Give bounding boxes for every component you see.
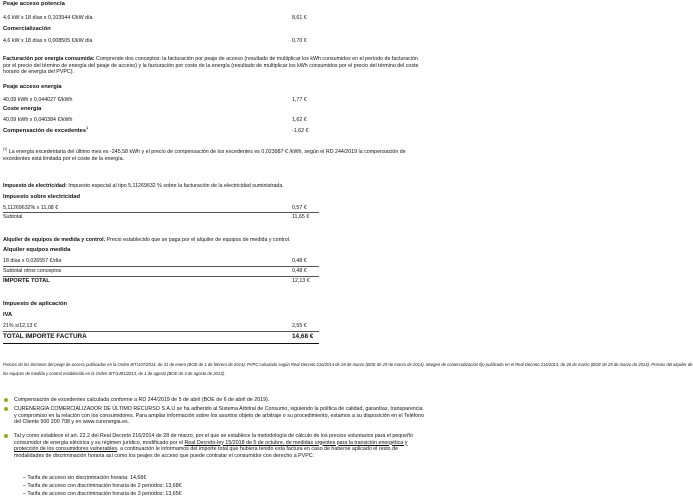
peaje-energia-title: Peaje acceso energía	[3, 84, 62, 90]
energia-note-text: La energía excedentaria del último mes es -245,58 kWh y el precio de compensación de los excedentes es 0,023987 € /kWh, según el RD 244/2019 la compensación de excedentes está limitada por el coste de la energía.	[3, 149, 406, 162]
impuesto-electricidad-intro-bold: Impuesto de electricidad:	[3, 183, 67, 189]
divider	[3, 331, 319, 332]
coste-energia-amount: 1,62 €	[292, 117, 307, 123]
importe-total-amount: 12,13 €	[292, 278, 310, 284]
alquiler-amount: 0,48 €	[292, 258, 307, 264]
divider	[3, 343, 319, 344]
bullet-icon	[4, 434, 8, 438]
compensacion-label: Compensación de excedentes	[3, 128, 87, 134]
compensacion-amount: -1,62 €	[292, 128, 309, 134]
alquiler-line: 18 días x 0,026557 €/día	[3, 258, 62, 264]
energia-note	[3, 149, 425, 162]
energia-note-sup: (1)	[3, 147, 8, 152]
divider	[3, 276, 319, 277]
subtotal-otros-label: Subtotal otros conceptos	[3, 268, 62, 274]
bullet-text	[14, 433, 425, 459]
impuesto-electricidad-intro-text: Impuesto especial al tipo 5,11269632 % sobre la facturación de la electricidad suministrada.	[66, 183, 284, 189]
energia-intro-bold: Facturación por energía consumida:	[3, 56, 95, 62]
bullet-text: CURENERGÍA COMERCIALIZADOR DE ÚLTIMO RECURSO S.A.U se ha adherido al Sistema Arbitral de Consumo, siguiendo la política de calidad, garantías, transparencia y compromiso en la relación con los consumidores. Para ampliar información sobre los asuntos objeto de arbitraje o su procedimiento, estamos a su disposición en el Teléfono del Cliente 900 200 708 y en www.curenergia.es.	[14, 406, 425, 425]
subtotal-label: Subtotal	[3, 214, 23, 220]
total-importe-label: TOTAL IMPORTE FACTURA	[3, 333, 87, 340]
impuesto-aplicacion-title: Impuesto de aplicación	[3, 301, 68, 307]
compensacion-sup: 1	[86, 126, 89, 131]
energia-intro-text: Comprende dos conceptos: la facturación por peaje de acceso (resultado de multiplicar los kWh consumidos en el período de facturación por el precio del término de energía del peaje de acceso) y la facturación por coste de la energía (resultado de multiplicar los kWh consumidos por el precio del término del coste horario de energía del PVPC).	[3, 56, 419, 75]
bullet-text: Compensación de excedentes calculada conforme a RD 244/2019 de 5 de abril (BOE de 6 de abril de 2019).	[14, 397, 270, 403]
iva-amount: 2,55 €	[292, 323, 307, 329]
importe-total-label: IMPORTE TOTAL	[3, 278, 50, 284]
impuesto-electricidad-line: 5,11269632% x 11,08 €	[3, 205, 59, 211]
tarifa-3-periodos: – Tarifa de acceso con discriminación horaria de 3 periodos: 13,65€	[23, 491, 182, 497]
total-importe-amount: 14,68 €	[292, 333, 314, 340]
iva-line: 21% s/12,13 €	[3, 323, 37, 329]
coste-energia-line: 40,09 kWh x 0,040384 €/kWh	[3, 117, 73, 123]
subtotal-amount: 11,65 €	[292, 214, 310, 220]
bullet-icon	[4, 407, 8, 411]
peaje-potencia-title: Peaje acceso potencia	[3, 1, 65, 7]
comercializacion-line: 4,6 kW x 18 días x 0,008505 €/kW día	[3, 38, 93, 44]
peaje-energia-line: 40,09 kWh x 0,044027 €/kWh	[3, 97, 73, 103]
real-decreto-link[interactable]: Real Decreto-ley 15/2018 de 5 de octubre, de medidas urgentes para la transición energética y protección de los consumidores vulnerables	[14, 439, 408, 452]
footnote-line-2: los equipos de medida y control establecido en la Orden IET/1491/2013, de 1 de agosto (BOE de 3 de agosto de 2013).	[3, 371, 226, 376]
coste-energia-title: Coste energía	[3, 106, 42, 112]
impuesto-electricidad-intro	[3, 183, 425, 190]
bullet-text-a: Tal y como establece el art. 22.2 del Real Decreto 216/2014 de 28 de marzo, por el que se establece la metodología de cálculo de los precios voluntarios para el pequeño consumidor de energía eléctrica y su régimen jurídico, modificado por el	[14, 433, 413, 446]
impuesto-electricidad-amount: 0,57 €	[292, 205, 307, 211]
alquiler-intro-text: Precio establecido que se paga por el alquiler de equipos de medida y control.	[105, 237, 291, 243]
footnote-line-1: Precios de los términos del peaje de acceso publicados en la Orden IET/107/2014, de 31 de enero (BOE de 1 de febrero de 2014). PVPC calculado según Real Decreto 216/2014 de 28 de marzo (BOE de 29 de marzo de 2014). Margen de comercialización fijo publicado en el Real Decreto 216/2014, de 28 de marzo (BOE de 29 de marzo de 2014). Precios del alquiler de	[3, 362, 693, 367]
divider	[3, 212, 319, 213]
tarifa-2-periodos: – Tarifa de acceso con discriminación horaria de 2 periodos: 13,68€	[23, 483, 182, 489]
comercializacion-title: Comercialización	[3, 26, 51, 32]
comercializacion-amount: 0,70 €	[292, 38, 307, 44]
energia-intro	[3, 56, 425, 76]
peaje-energia-amount: 1,77 €	[292, 97, 307, 103]
subtotal-otros-amount: 0,48 €	[292, 268, 307, 274]
alquiler-intro-bold: Alquiler de equipos de medida y control.	[3, 237, 106, 243]
compensacion-title	[3, 128, 88, 135]
alquiler-title: Alquiler equipos medida	[3, 247, 71, 253]
bullet-icon	[4, 398, 8, 402]
peaje-potencia-amount: 8,61 €	[292, 15, 307, 21]
alquiler-intro	[3, 237, 425, 244]
divider	[3, 266, 319, 267]
peaje-potencia-line: 4,6 kW x 18 días x 0,103944 €/kW día	[3, 15, 93, 21]
impuesto-electricidad-title: Impuesto sobre electricidad	[3, 194, 80, 200]
iva-title: IVA	[3, 312, 13, 318]
bullet-text-b: , a continuación le informamos del importe total que hubiera tenido esta factura en caso de haberse aplicado el resto de modalidades de discriminación horaria así como los peajes de acceso que puede contratar el consumidor con derecho a PVPC:	[14, 446, 398, 459]
tarifa-sin-discriminacion: – Tarifa de acceso sin discriminación horaria: 14,68€	[23, 475, 147, 481]
